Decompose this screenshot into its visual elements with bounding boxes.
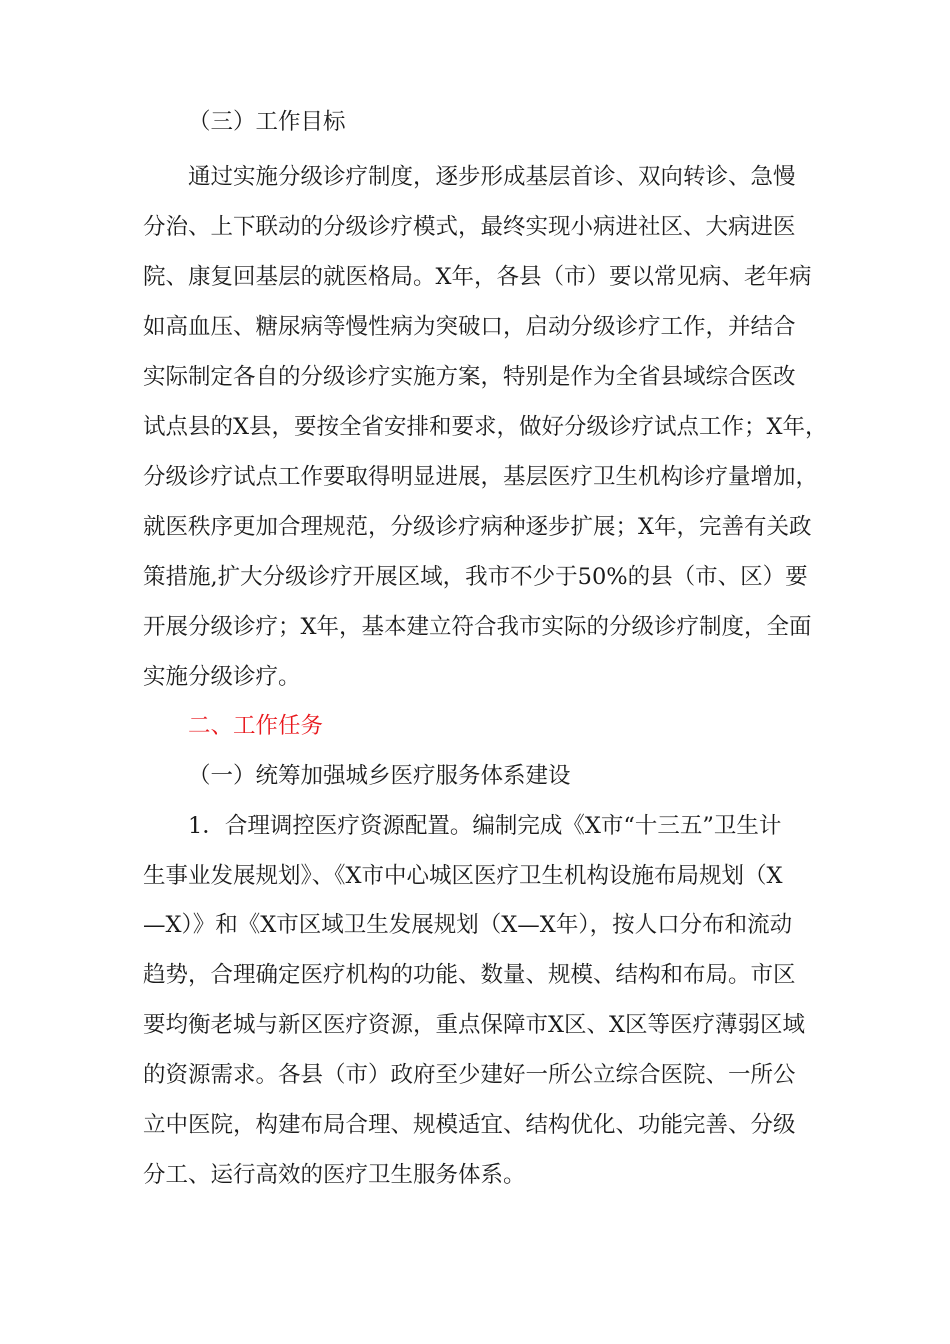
paragraph-line: 就医秩序更加合理规范，分级诊疗病种逐步扩展；X年，完善有关政 (143, 514, 812, 540)
paragraph-line: 如高血压、糖尿病等慢性病为突破口，启动分级诊疗工作，并结合 (143, 314, 796, 340)
paragraph-line: 策措施,扩大分级诊疗开展区域，我市不少于50%的县（市、区）要 (143, 564, 808, 590)
paragraph-line: 院、康复回基层的就医格局。X年，各县（市）要以常见病、老年病 (143, 264, 812, 290)
paragraph-line: 实际制定各自的分级诊疗实施方案，特别是作为全省县域综合医改 (143, 364, 796, 390)
paragraph-line: 生事业发展规划》、《X市中心城区医疗卫生机构设施布局规划（X (143, 863, 783, 889)
section-heading-tasks: 二、工作任务 (188, 713, 324, 739)
paragraph-line: 分治、上下联动的分级诊疗模式，最终实现小病进社区、大病进医 (143, 214, 796, 240)
paragraph-line: 分级诊疗试点工作要取得明显进展，基层医疗卫生机构诊疗量增加， (143, 464, 819, 490)
paragraph-line: 通过实施分级诊疗制度，逐步形成基层首诊、双向转诊、急慢 (188, 164, 796, 190)
paragraph-line: 分工、运行高效的医疗卫生服务体系。 (143, 1162, 526, 1188)
paragraph-line: 实施分级诊疗。 (143, 664, 301, 690)
paragraph-line: 要均衡老城与新区医疗资源，重点保障市X区、X区等医疗薄弱区域 (143, 1012, 806, 1038)
paragraph-line: —X）》和《X市区域卫生发展规划（X—X年），按人口分布和流动 (143, 912, 793, 938)
paragraph-line: 开展分级诊疗；X年，基本建立符合我市实际的分级诊疗制度，全面 (143, 614, 812, 640)
paragraph-line: 趋势，合理确定医疗机构的功能、数量、规模、结构和布局。市区 (143, 962, 796, 988)
paragraph-line: 的资源需求。各县（市）政府至少建好一所公立综合医院、一所公 (143, 1062, 796, 1088)
subsection-heading-service-system: （一）统筹加强城乡医疗服务体系建设 (188, 763, 571, 789)
paragraph-line: 立中医院，构建布局合理、规模适宜、结构优化、功能完善、分级 (143, 1112, 796, 1138)
section-heading-goals: （三）工作目标 (188, 109, 346, 135)
paragraph-line: 1．合理调控医疗资源配置。编制完成《X市“十三五”卫生计 (188, 813, 782, 839)
paragraph-line: 试点县的X县，要按全省安排和要求，做好分级诊疗试点工作；X年， (143, 414, 828, 440)
